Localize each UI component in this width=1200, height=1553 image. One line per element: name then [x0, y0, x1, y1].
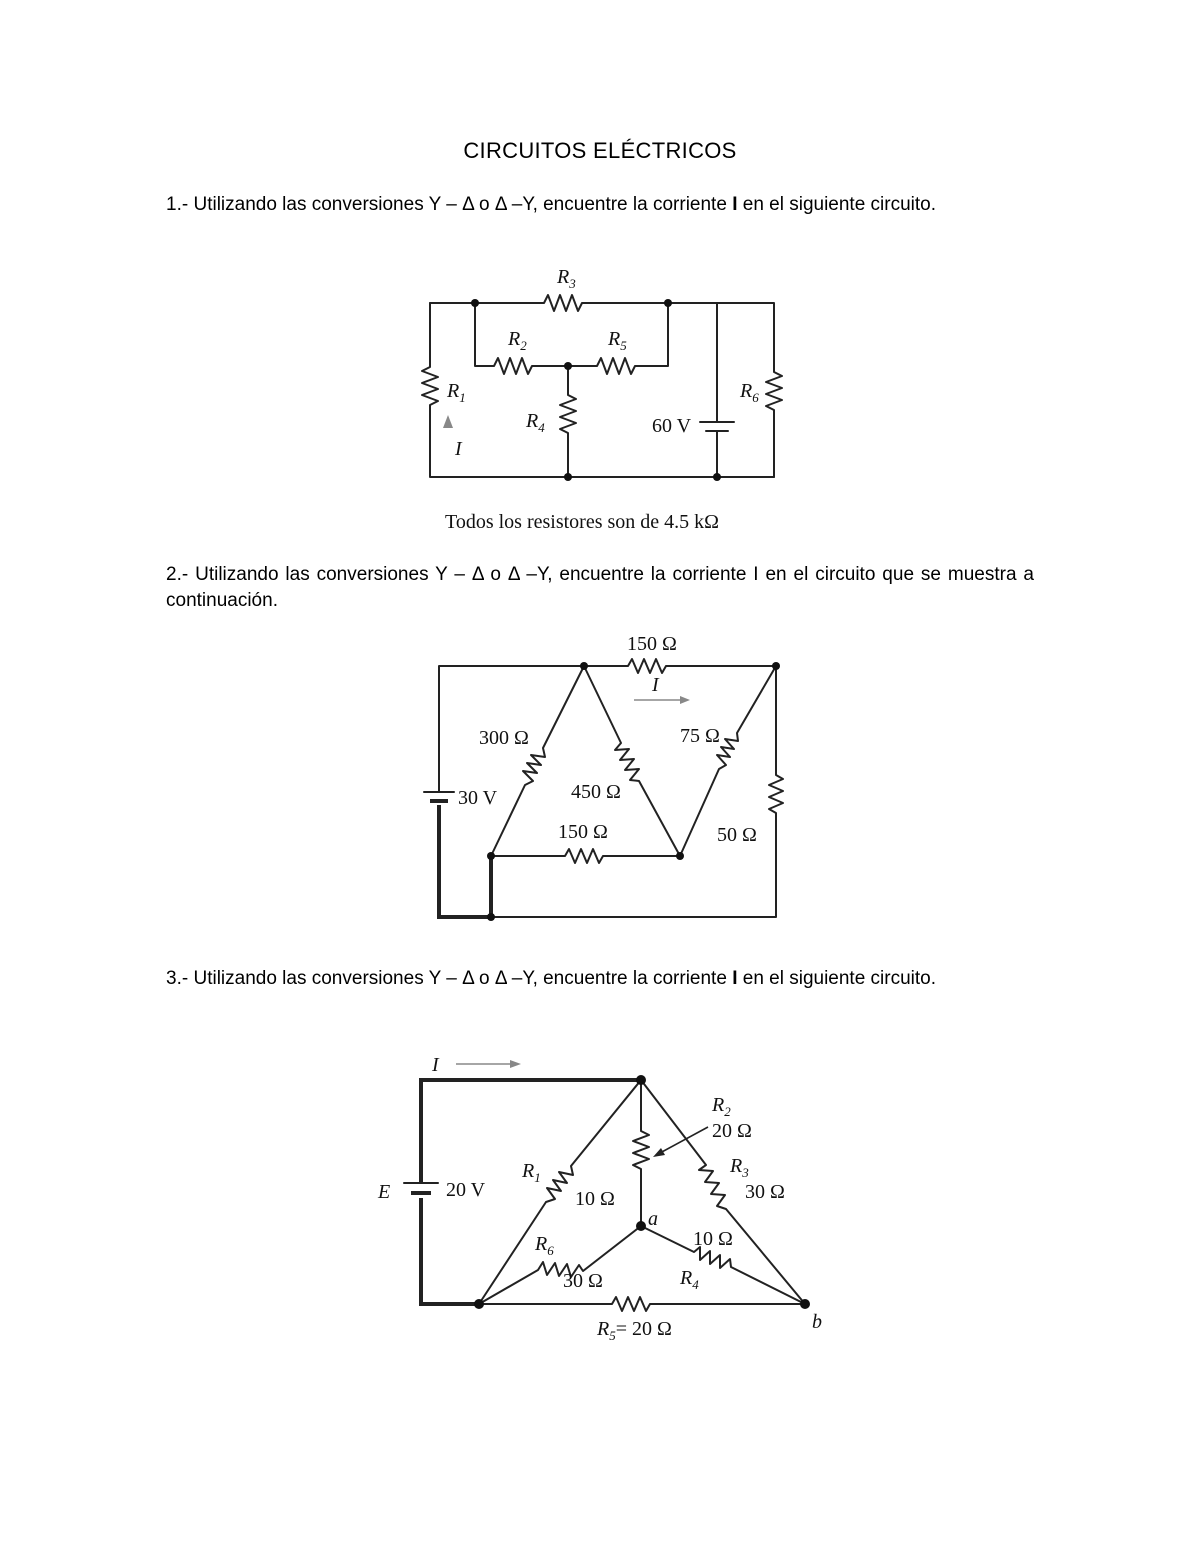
question-2-text	[166, 562, 1034, 614]
node	[772, 662, 780, 670]
current-arrow-head	[680, 696, 690, 704]
label-r4-value: 10 Ω	[693, 1228, 733, 1250]
node	[487, 913, 495, 921]
label-r6-value: 30 Ω	[563, 1270, 603, 1292]
label-r3-value: 30 Ω	[745, 1181, 785, 1203]
circuit-diagram-2	[0, 625, 1200, 925]
node-b	[800, 1299, 810, 1309]
question-2-number: 2.-	[166, 564, 189, 585]
label-source: 30 V	[458, 787, 498, 809]
node	[487, 852, 495, 860]
label-source-name: E	[378, 1181, 391, 1203]
label-source: 60 V	[652, 415, 692, 437]
circuit-diagram-3	[0, 1045, 1200, 1345]
r2-pointer-arrow-head	[653, 1148, 665, 1157]
node	[474, 1299, 484, 1309]
circuit-1-caption: Todos los resistores son de 4.5 kΩ	[445, 511, 720, 533]
node	[580, 662, 588, 670]
label-node-a: a	[648, 1208, 658, 1230]
node	[676, 852, 684, 860]
node-a	[636, 1221, 646, 1231]
label-current: I	[432, 1054, 439, 1076]
question-3-text-end: en el siguiente circuito.	[737, 968, 937, 989]
current-arrow	[443, 415, 453, 428]
question-2-text-body: Utilizando las conversiones Y – Δ o Δ –Y, encuentre la corriente I en el circuito que se muestra a continuación.	[166, 564, 1034, 611]
label-r-left: 300 Ω	[479, 727, 529, 749]
label-current: I	[652, 674, 659, 696]
label-r5: $R_5= 20$ Ω	[597, 1318, 672, 1343]
node	[564, 473, 572, 481]
question-1-text	[166, 192, 1034, 218]
node	[636, 1075, 646, 1085]
node	[713, 473, 721, 481]
document-title: CIRCUITOS ELÉCTRICOS	[463, 138, 737, 163]
label-r3: $R_3$	[557, 266, 576, 291]
label-r1-name: $R_1$	[522, 1160, 541, 1185]
label-r1-value: 10 Ω	[575, 1188, 615, 1210]
question-1-bold-variable: I	[732, 194, 738, 215]
question-3-bold-variable: I	[732, 968, 738, 989]
label-r3-name: $R_3$	[730, 1155, 749, 1180]
question-1-text-start: Utilizando las conversiones Y – Δ o Δ –Y, encuentre la corriente	[188, 194, 733, 215]
circuit-diagram-1	[0, 255, 1200, 535]
label-r6: $R_6$	[740, 380, 759, 405]
label-r5: $R_5$	[608, 328, 627, 353]
question-1-number: 1.-	[166, 194, 189, 215]
label-r-mid: 450 Ω	[571, 781, 621, 803]
label-r-top: 150 Ω	[627, 633, 677, 655]
question-3-text-start: Utilizando las conversiones Y – Δ o Δ –Y, encuentre la corriente	[188, 968, 733, 989]
label-r-right: 75 Ω	[680, 725, 720, 747]
label-r2: $R_2$	[508, 328, 527, 353]
node	[564, 362, 572, 370]
label-r4: $R_4$	[526, 410, 545, 435]
label-r6-name: $R_6$	[535, 1233, 554, 1258]
question-1-text-end: en el siguiente circuito.	[737, 194, 937, 215]
node	[471, 299, 479, 307]
label-r2-value: 20 Ω	[712, 1120, 752, 1142]
label-r-side: 50 Ω	[717, 824, 757, 846]
question-3-number: 3.-	[166, 968, 189, 989]
question-3-text	[166, 966, 1034, 992]
label-r2-name: $R_2$	[712, 1094, 731, 1119]
label-source-value: 20 V	[446, 1179, 486, 1201]
label-r4-name: $R_4$	[680, 1267, 699, 1292]
label-current: I	[455, 438, 462, 460]
label-r1: $R_1$	[447, 380, 466, 405]
label-node-b: b	[812, 1311, 822, 1333]
label-r-bottom: 150 Ω	[558, 821, 608, 843]
r2-pointer-arrow	[660, 1127, 708, 1153]
node	[664, 299, 672, 307]
current-arrow-head	[510, 1060, 521, 1068]
